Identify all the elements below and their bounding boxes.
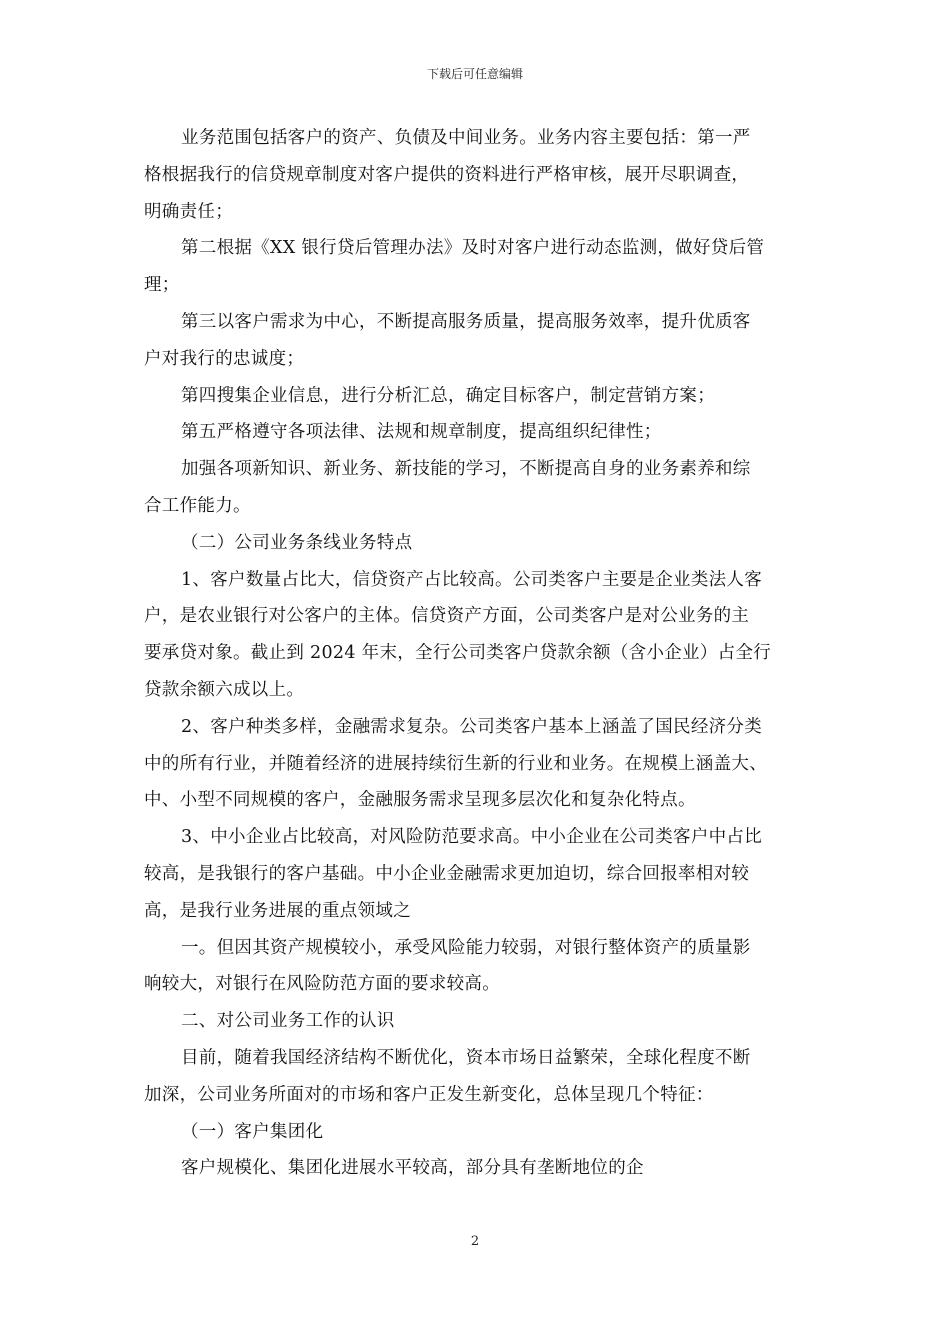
section-heading: （二）公司业务条线业务特点 [181, 532, 413, 553]
document-body [144, 120, 809, 1187]
paragraph-line: 户对我行的忠诚度； [144, 348, 305, 369]
paragraph-line: 1、客户数量占比大，信贷资产占比较高。公司类客户主要是企业类法人客 [181, 569, 763, 590]
paragraph-line: 中、小型不同规模的客户，金融服务需求呈现多层次化和复杂化特点。 [144, 790, 696, 811]
paragraph-line: 明确责任； [144, 201, 233, 222]
paragraph-line: 加深，公司业务所面对的市场和客户正发生新变化，总体呈现几个特征： [144, 1084, 714, 1105]
paragraph-line: 贷款余额六成以上。 [144, 679, 305, 700]
paragraph-line: 较高，是我银行的客户基础。中小企业金融需求更加迫切，综合回报率相对较 [144, 863, 750, 884]
paragraph-line: 第四搜集企业信息，进行分析汇总，确定目标客户，制定营销方案； [181, 385, 715, 406]
paragraph-line: 一。但因其资产规模较小，承受风险能力较弱，对银行整体资产的质量影 [181, 937, 751, 958]
paragraph-line: 业务范围包括客户的资产、负债及中间业务。业务内容主要包括：第一严 [181, 128, 751, 148]
paragraph-line: 第三以客户需求为中心，不断提高服务质量，提高服务效率，提升优质客 [181, 311, 751, 332]
section-heading: （一）客户集团化 [181, 1121, 324, 1142]
paragraph-line: 客户规模化、集团化进展水平较高，部分具有垄断地位的企 [181, 1158, 644, 1179]
paragraph-line: 响较大，对银行在风险防范方面的要求较高。 [144, 974, 500, 995]
paragraph-line: 第五严格遵守各项法律、法规和规章制度，提高组织纪律性； [181, 422, 662, 443]
paragraph-line: 目前，随着我国经济结构不断优化，资本市场日益繁荣，全球化程度不断 [181, 1047, 751, 1068]
paragraph-line: 3、中小企业占比较高，对风险防范要求高。中小企业在公司类客户中占比 [181, 827, 763, 848]
paragraph-line: 合工作能力。 [144, 495, 251, 516]
paragraph-line: 要承贷对象。截止到 2024 年末，全行公司类客户贷款余额（含小企业）占全行 [144, 643, 772, 664]
paragraph-line: 理； [144, 275, 180, 296]
paragraph-line: 2、客户种类多样，金融需求复杂。公司类客户基本上涵盖了国民经济分类 [181, 716, 763, 737]
page-number: 2 [470, 1234, 480, 1249]
paragraph-line: 户，是农业银行对公客户的主体。信贷资产方面，公司类客户是对公业务的主 [144, 606, 750, 627]
paragraph-line: 中的所有行业，并随着经济的进展持续衍生新的行业和业务。在规模上涵盖大、 [144, 753, 767, 774]
page-header: 下载后可任意编辑 [426, 67, 523, 81]
paragraph-line: 加强各项新知识、新业务、新技能的学习，不断提高自身的业务素养和综 [181, 459, 751, 480]
paragraph-line: 第二根据《XX 银行贷后管理办法》及时对客户进行动态监测，做好贷后管 [181, 238, 765, 259]
paragraph-line: 格根据我行的信贷规章制度对客户提供的资料进行严格审核，展开尽职调查， [144, 164, 750, 185]
paragraph-line: 高，是我行业务进展的重点领域之 [144, 900, 411, 921]
section-heading: 二、对公司业务工作的认识 [181, 1011, 395, 1032]
